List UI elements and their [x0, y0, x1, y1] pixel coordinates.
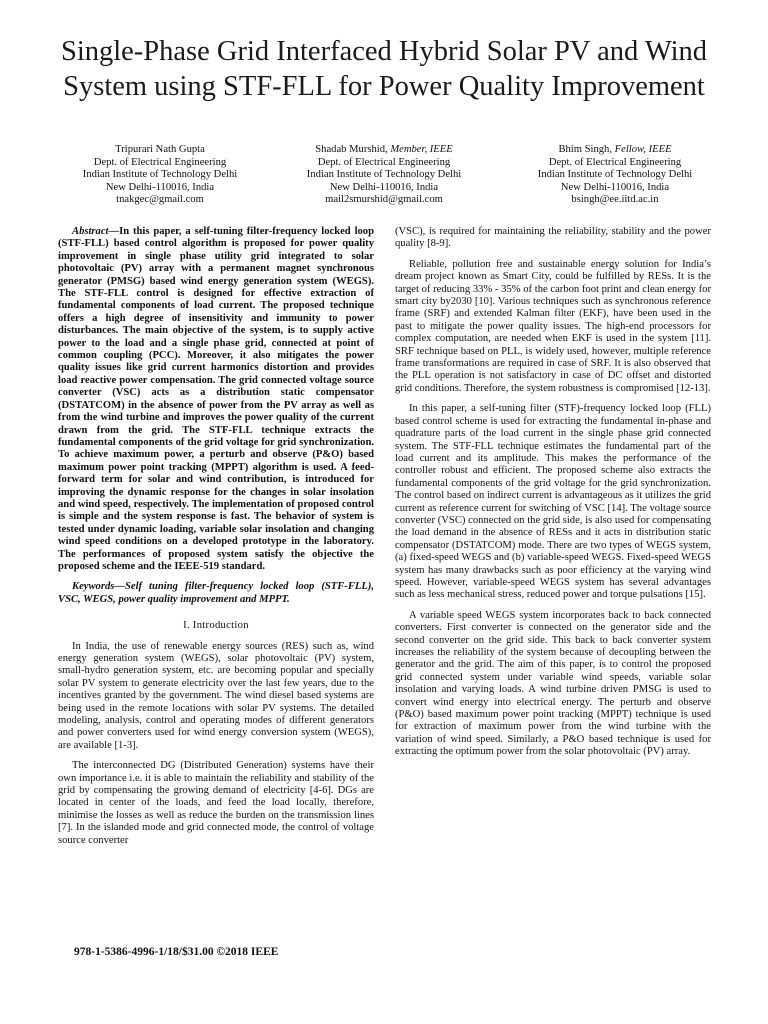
abstract-lead: Abstract	[72, 226, 109, 237]
paragraph: In this paper, a self-tuning filter (STF)-frequency locked loop (FLL) based control scheme is used for extracting the fundamental in-phase and quadrature parts of the load current in the single phase grid connected system. The STF-FLL technique estimates the fundamental part of the load current and its amplitude. This makes the performance of the controller robust and efficient. The proposed scheme also extracts the fundamental components of the grid voltage for the grid synchronization. The control based on indirect current is advantageous as it utilizes the grid current as reference current for switching of VSC [14]. The voltage source converter (VSC) connected on the grid side, is also used for compensating the load demand in the absence of RESs and it acts in distribution static compensator (DSTATCOM) mode. There are two types of WEGS system, (a) fixed-speed WEGS and (b) variable-speed WEGS. Fixed-speed WEGS system has many drawbacks such as poor efficiency at the varying wind speed. However, variable-speed WEGS system has several advantages such as less mechanical stress, reduced power and torque pulsations [15].	[395, 403, 711, 601]
author-city: New Delhi-110016, India	[560, 181, 670, 193]
left-column	[58, 226, 374, 855]
author-dept: Dept. of Electrical Engineering	[317, 156, 451, 168]
copyright-footer: 978-1-5386-4996-1/18/$31.00 ©2018 IEEE	[74, 946, 279, 958]
author-name: Bhim Singh, Fellow, IEEE	[558, 144, 672, 155]
author-city: New Delhi-110016, India	[329, 181, 439, 193]
author-email: mail2smurshid@gmail.com	[325, 194, 443, 206]
author-institute: Indian Institute of Technology Delhi	[537, 169, 693, 181]
author-name: Tripurari Nath Gupta	[115, 144, 205, 155]
author-city: New Delhi-110016, India	[105, 181, 215, 193]
author-block-3	[515, 144, 715, 207]
author-email: tnakgec@gmail.com	[116, 194, 204, 206]
author-institute: Indian Institute of Technology Delhi	[306, 169, 462, 181]
paragraph: The interconnected DG (Distributed Generation) systems have their own importance i.e. it is able to maintain the reliability and stability of the grid by compensating the growing demand of electricity [4-6]. DGs are located in center of the loads, and feed the load locally, therefore, minimise the losses as well as reduce the burden on the transmission lines [7]. In the islanded mode and grid connected mode, the control of voltage source converter	[58, 760, 374, 846]
paragraph: Reliable, pollution free and sustainable energy solution for India’s dream project known as Smart City, could be fulfilled by RESs. It is the target of reducing 33% - 35% of the carbon foot print and clean energy for smart city by2030 [10]. Various techniques such as synchronous reference frame (SRF) and extended Kalman filter (EKF), have been used in the past to mitigate the power quality issues. The high-end processors for complex computation, are needed when EKF is used in the system [11]. SRF technique based on PLL, is widely used, however, multiple reference frame transformations are required in case of SRF. It is also observed that the PLL operation is not satisfactory in case of DC offset and distorted grid conditions. Therefore, the system robustness is compromised [12-13].	[395, 258, 711, 394]
abstract	[58, 226, 374, 573]
paragraph: In India, the use of renewable energy sources (RES) such as, wind energy generation system (WEGS), solar photovoltaic (PV) system, small-hydro generation system, etc. are becoming popular and specially solar PV system to generate electricity over the last few years, due to the incentives granted by the government. The wind diesel based systems are being used in the remote locations with solar PV systems. The detailed modeling, analysis, control and operating modes of different generators and power converters used for wind energy conversion system (WEGS), are available [1-3].	[58, 640, 374, 751]
author-dept: Dept. of Electrical Engineering	[93, 156, 227, 168]
keywords: Keywords—Self tuning filter-frequency locked loop (STF-FLL), VSC, WEGS, power quality improvement and MPPT.	[58, 581, 374, 605]
author-block-1	[60, 144, 260, 207]
author-email: bsingh@ee.iitd.ac.in	[571, 194, 659, 206]
author-name: Shadab Murshid, Member, IEEE	[315, 144, 453, 155]
abstract-text: —In this paper, a self-tuning filter-frequency locked loop (STF-FLL) based control algorithm is proposed for power quality improvement in single phase utility grid integrated to solar photovoltaic (PV) array with a permanent magnet synchronous generator (PMSG) based wind energy generation system (WEGS). The STF-FLL control is designed for effective extraction of fundamental components of load current. The proposed technique offers a high degree of insensitivity and immunity to power disturbances. The main objective of the system, is to supply active power to the load and a single phase grid, connected at point of common coupling (PCC). Moreover, it also mitigates the power quality issues like grid current harmonics distortion and provides load reactive power compensation. The grid connected voltage source converter (VSC) acts as a distribution static compensator (DSTATCOM) in the absence of power from the PV array as well as from the wind turbine and improves the power quality of the current drawn from the grid. The STF-FLL technique extracts the fundamental components of the grid voltage for grid synchronization. To achieve maximum power, a perturb and observe (P&O) based maximum power point tracking (MPPT) algorithm is used. A feed-forward term for solar and wind contribution, is introduced for improving the dynamic response for the changes in solar insolation and wind speed, respectively. The implementation of proposed control is simple and the system response is fast. The behavior of system is tested under dynamic loading, variable solar insolation and changing wind speed conditions on a developed prototype in the laboratory. The performances of proposed system satisfy the objective the proposed scheme and the IEEE-519 standard.	[58, 226, 374, 572]
paragraph: (VSC), is required for maintaining the reliability, stability and the power quality [8-9].	[395, 226, 711, 250]
author-block-2	[284, 144, 484, 207]
paper-title: Single-Phase Grid Interfaced Hybrid Solar PV and Wind System using STF-FLL for Power Quality Improvement	[60, 36, 708, 102]
paragraph: A variable speed WEGS system incorporates back to back connected converters. First converter is connected on the generator side and the second converter on the grid side. This back to back converter system increases the reliability of the system because of decoupling between the generator and the grid. The aim of this paper, is to control the proposed grid connected system under variable wind speeds, variable solar insolation and varying loads. A wind turbine driven PMSG is used to convert wind energy into electrical energy. The perturb and observe (P&O) based maximum power point tracking (MPPT) technique is used for extraction of maximum power from the wind turbine with the variation of wind speed. Similarly, a P&O based technique is used for extracting the optimum power from the solar photovoltaic (PV) array.	[395, 609, 711, 758]
author-dept: Dept. of Electrical Engineering	[548, 156, 682, 168]
author-institute: Indian Institute of Technology Delhi	[82, 169, 238, 181]
section-heading: I. Introduction	[183, 620, 249, 632]
right-column	[395, 226, 711, 767]
